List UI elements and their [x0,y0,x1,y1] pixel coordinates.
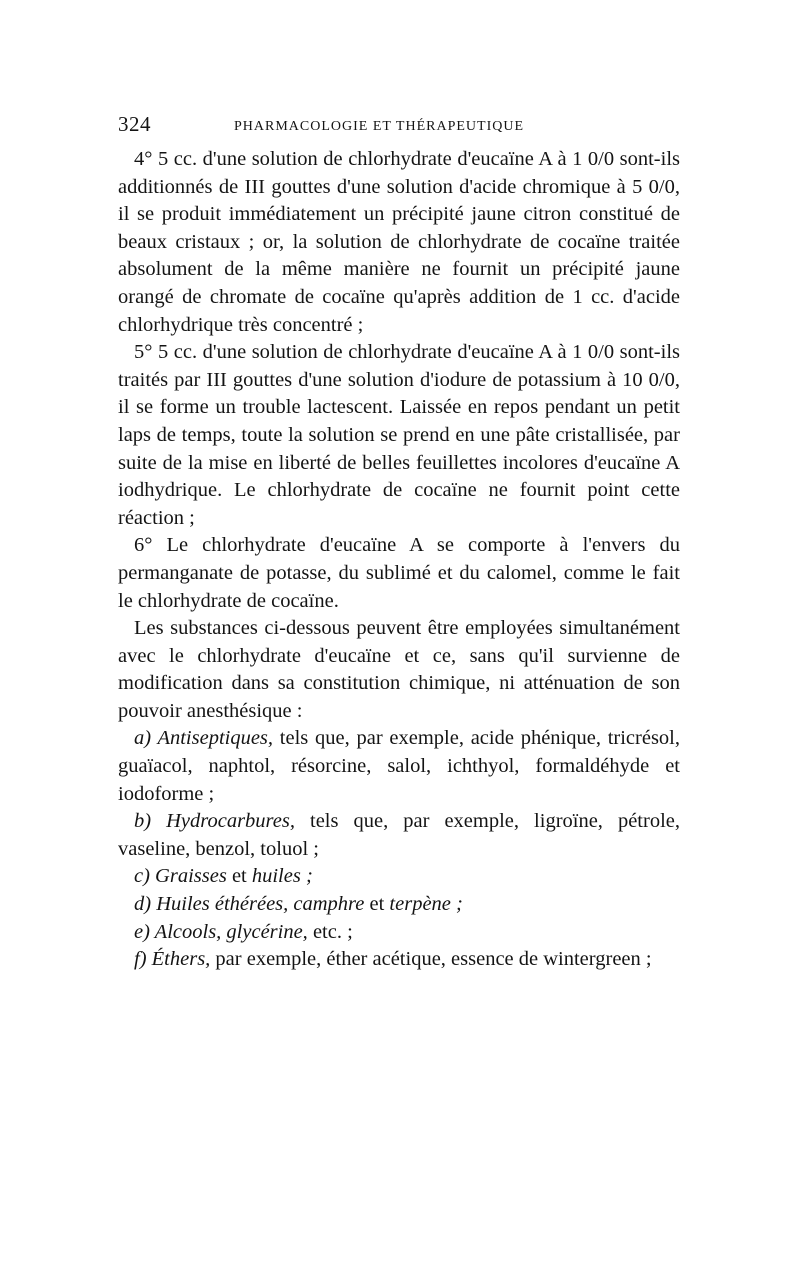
page-number: 324 [118,112,151,136]
list-text-f: par exemple, éther acétique, essence de wintergreen ; [210,948,652,971]
book-page [118,112,680,974]
list-item-b [118,808,680,863]
page-header [118,112,680,146]
paragraph-item-5: 5° 5 cc. d'une solution de chlorhydrate d'eucaïne A à 1 0/0 sont-ils traités par III gouttes d'une solution d'iodure de potassium à 10 0/0, il se forme un trouble lactescent. Laissée en repos pendant un petit laps de temps, toute la solution se prend en une pâte cristallisée, par suite de la mise en liberté de belles feuillettes incolores d'eucaïne A iodhydrique. Le chlorhydrate de cocaïne ne fournit point cette réaction ; [118,341,680,529]
paragraph-item-4: 4° 5 cc. d'une solution de chlorhydrate d'eucaïne A à 1 0/0 sont-ils additionnés de III gouttes d'une solution d'acide chromique à 5 0/0, il se produit immédiatement un précipité jaune citron constitué de beaux cristaux ; or, la solution de chlorhydrate de cocaïne traitée absolument de la même manière ne fournit un précipité jaune orangé de chromate de cocaïne qu'après addition de 1 cc. d'acide chlorhydrique très concentré ; [118,148,680,336]
list-end-d: terpène ; [389,893,463,916]
list-mid-c: et [226,865,252,888]
body-text [118,146,680,974]
list-item-f [118,946,680,974]
list-label-b: b) Hydrocarbures, [134,810,295,833]
list-label-c: c) Graisses [134,865,227,888]
paragraph-intro: Les substances ci-dessous peuvent être employées simultanément avec le chlorhydrate d'eucaïne et ce, sans qu'il survienne de modification dans sa constitution chimique, ni atténuation de son pouvoir anesthésique : [118,617,680,722]
list-item-e [118,919,680,947]
list-label-a: a) Antiseptiques, [134,727,274,750]
list-text-a: tels que, par exemple, acide phénique, tricrésol, guaïacol, naphtol, résorcine, salol, ichthyol, formaldéhyde et iodoforme ; [118,727,681,805]
running-title: PHARMACOLOGIE ET THÉRAPEUTIQUE [234,119,525,134]
list-label-f: f) Éthers, [134,948,211,971]
list-mid-d: et [364,893,390,916]
list-item-c [118,863,680,891]
list-text-b: tels que, par exemple, ligroïne, pétrole, vaseline, benzol, toluol ; [118,810,681,860]
list-text-e: etc. ; [307,920,353,943]
list-label-e: e) Alcools, glycérine, [134,920,308,943]
paragraph-item-6: 6° Le chlorhydrate d'eucaïne A se comporte à l'envers du permanganate de potasse, du sublimé et du calomel, comme le fait le chlorhydrate de cocaïne. [118,534,680,612]
list-item-d [118,891,680,919]
list-item-a [118,725,680,808]
list-end-c: huiles ; [251,865,313,888]
list-label-d: d) Huiles éthérées, camphre [134,893,365,916]
